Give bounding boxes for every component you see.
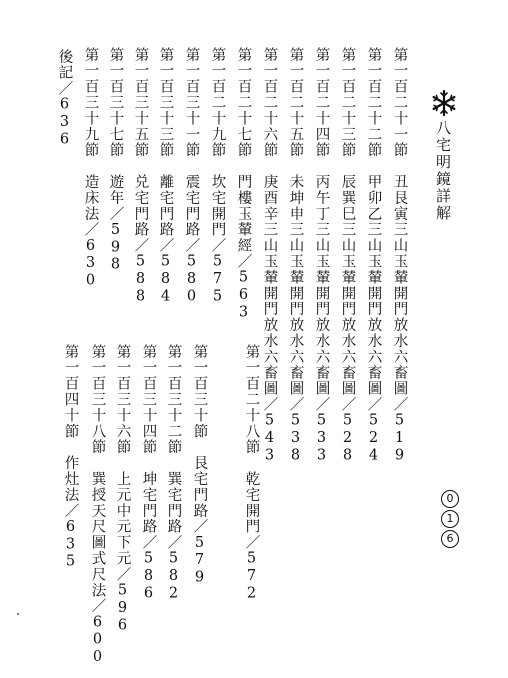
toc-entry: 第一百二十七節 門樓玉輦經／563 <box>235 47 252 322</box>
toc-entry: 第一百三十三節 離宅門路／584 <box>157 47 174 306</box>
toc-entry: 第一百二十三節 辰巽巳三山玉輦開門放水六畜圖／528 <box>339 47 356 465</box>
toc-entry: 第一百三十七節 遊年／598 <box>107 47 124 275</box>
toc-entry: 第一百三十九節 造床法／630 <box>82 47 99 290</box>
toc-entry: 第一百三十六節 上元中元下元／596 <box>114 344 131 635</box>
toc-entry: 第一百二十一節 丑艮寅三山玉輦開門放水六畜圖／519 <box>391 47 408 465</box>
page-number-digit: 6 <box>441 530 459 548</box>
toc-entry: 第一百三十五節 兑宅門路／588 <box>132 47 149 306</box>
page-number-digit: 0 <box>441 490 459 508</box>
toc-entry: 第一百四十節 作灶法／635 <box>62 344 79 572</box>
page-number <box>441 490 459 548</box>
toc-entry: 第一百二十八節 乾宅開門／572 <box>243 344 260 603</box>
scan-speck <box>17 613 19 615</box>
toc-entry: 第一百三十節 艮宅門路／579 <box>191 344 208 587</box>
toc-entry: 第一百三十一節 震宅門路／580 <box>183 47 200 306</box>
toc-entry: 第一百三十四節 坤宅門路／586 <box>140 344 157 603</box>
afterword-entry: 後記／636 <box>56 49 73 149</box>
toc-entry: 第一百二十四節 丙午丁三山玉輦開門放水六畜圖／533 <box>313 47 330 465</box>
toc-entry: 第一百二十六節 庚酉辛三山玉輦開門放水六畜圖／543 <box>261 47 278 465</box>
snowflake-icon <box>431 90 457 116</box>
toc-entry: 第一百三十八節 巽授天尺圖式尺法／600 <box>89 344 106 667</box>
toc-entry: 第一百二十二節 甲卯乙三山玉輦開門放水六畜圖／524 <box>365 47 382 465</box>
toc-entry: 第一百二十五節 未坤申三山玉輦開門放水六畜圖／538 <box>287 47 304 465</box>
toc-entry: 第一百三十二節 巽宅門路／582 <box>165 344 182 603</box>
book-title: 八宅明鏡詳解 <box>434 120 452 222</box>
page-number-digit: 1 <box>441 510 459 528</box>
toc-entry: 第一百二十九節 坎宅開門／575 <box>209 47 226 306</box>
